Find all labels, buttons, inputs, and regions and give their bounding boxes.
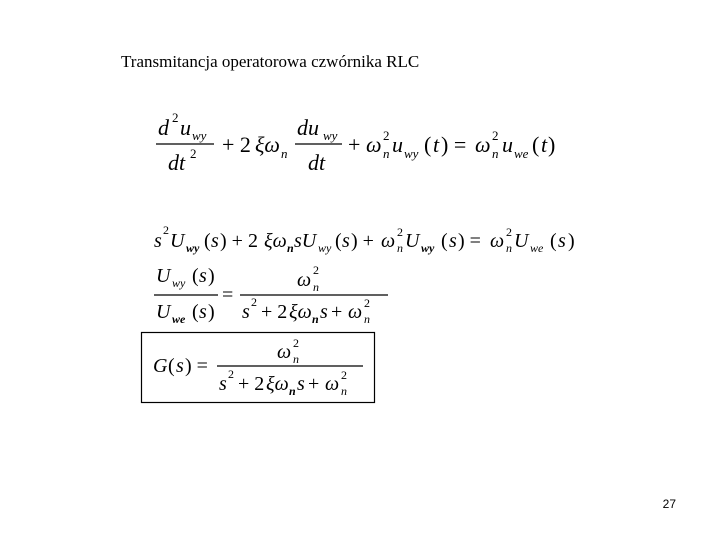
svg-text:s: s <box>199 265 207 287</box>
svg-text:ξω: ξω <box>289 301 312 323</box>
svg-text:(: ( <box>424 132 432 157</box>
svg-text:(: ( <box>550 230 557 252</box>
svg-text:+ 2: + 2 <box>222 132 251 157</box>
svg-text:n: n <box>492 146 499 161</box>
svg-text:2: 2 <box>251 295 257 309</box>
svg-text:U: U <box>514 230 529 252</box>
svg-text:s: s <box>219 373 227 395</box>
svg-text:+ 2: + 2 <box>238 373 265 395</box>
svg-text:) =: ) = <box>185 355 208 377</box>
svg-text:n: n <box>312 312 319 326</box>
svg-text:G: G <box>153 355 168 377</box>
svg-text:n: n <box>293 352 299 366</box>
svg-text:s: s <box>242 301 250 323</box>
svg-text:2: 2 <box>492 128 499 143</box>
svg-text:U: U <box>170 230 185 252</box>
svg-text:): ) <box>568 230 575 252</box>
svg-text:s: s <box>320 301 328 323</box>
svg-text:wy: wy <box>404 146 419 161</box>
differential-equation <box>152 108 572 178</box>
page-number: 27 <box>662 497 676 511</box>
svg-text:ξω: ξω <box>266 373 289 395</box>
svg-text:2: 2 <box>228 367 234 381</box>
svg-text:) +: ) + <box>351 230 374 252</box>
svg-text:ω: ω <box>325 373 340 395</box>
svg-text:s: s <box>211 230 219 252</box>
svg-text:n: n <box>287 241 294 255</box>
svg-text:2: 2 <box>293 336 299 350</box>
svg-text:d: d <box>158 115 169 140</box>
svg-text:wy: wy <box>323 128 338 143</box>
svg-text:s: s <box>154 230 162 252</box>
svg-text:s: s <box>449 230 457 252</box>
svg-text:n: n <box>289 384 296 398</box>
svg-text:U: U <box>156 265 171 287</box>
svg-text:u: u <box>392 132 403 157</box>
svg-text:ω: ω <box>297 269 312 291</box>
svg-text:+ 2: + 2 <box>261 301 288 323</box>
svg-text:2: 2 <box>172 110 179 125</box>
svg-text:n: n <box>281 146 288 161</box>
svg-text:=: = <box>222 284 234 306</box>
svg-text:2: 2 <box>163 223 169 237</box>
svg-text:n: n <box>364 312 370 326</box>
svg-text:U: U <box>405 230 420 252</box>
svg-text:ω: ω <box>348 301 363 323</box>
svg-text:dt: dt <box>168 150 186 175</box>
svg-text:): ) <box>548 132 556 157</box>
svg-text:wy: wy <box>192 128 207 143</box>
svg-text:s: s <box>199 301 207 323</box>
svg-text:ω: ω <box>366 132 382 157</box>
svg-text:): ) <box>208 265 215 287</box>
svg-text:) =: ) = <box>458 230 481 252</box>
svg-text:wy: wy <box>172 276 186 290</box>
svg-text:+: + <box>331 301 343 323</box>
svg-text:2: 2 <box>341 368 347 382</box>
svg-text:+: + <box>348 132 361 157</box>
svg-text:du: du <box>297 115 319 140</box>
transfer-function-box <box>141 332 377 404</box>
svg-text:) =: ) = <box>441 132 467 157</box>
svg-text:u: u <box>180 115 191 140</box>
svg-text:(: ( <box>335 230 342 252</box>
svg-text:u: u <box>502 132 513 157</box>
slide-title: Transmitancja operatorowa czwórnika RLC <box>121 52 420 71</box>
svg-text:s: s <box>558 230 566 252</box>
svg-text:wy: wy <box>186 241 200 255</box>
svg-text:we: we <box>530 241 544 255</box>
svg-text:2: 2 <box>397 225 403 239</box>
svg-text:n: n <box>506 241 512 255</box>
svg-text:2: 2 <box>190 146 197 161</box>
svg-text:ω: ω <box>475 132 491 157</box>
svg-text:(: ( <box>168 355 175 377</box>
svg-text:) + 2: ) + 2 <box>220 230 258 252</box>
svg-text:(: ( <box>204 230 211 252</box>
svg-text:ξω: ξω <box>255 132 280 157</box>
svg-text:n: n <box>383 146 390 161</box>
svg-text:2: 2 <box>364 296 370 310</box>
svg-text:we: we <box>172 312 186 326</box>
svg-text:dt: dt <box>308 150 326 175</box>
svg-text:s: s <box>297 373 305 395</box>
svg-text:(: ( <box>192 265 199 287</box>
svg-text:(: ( <box>532 132 540 157</box>
svg-text:n: n <box>341 384 347 398</box>
svg-text:(: ( <box>441 230 448 252</box>
svg-text:ω: ω <box>490 230 505 252</box>
svg-text:U: U <box>156 301 171 323</box>
svg-text:2: 2 <box>383 128 390 143</box>
svg-text:ξω: ξω <box>264 230 287 252</box>
svg-text:2: 2 <box>313 263 319 277</box>
svg-text:s: s <box>176 355 184 377</box>
svg-text:wy: wy <box>421 241 435 255</box>
laplace-equation <box>152 222 592 258</box>
svg-text:ω: ω <box>381 230 396 252</box>
svg-text:(: ( <box>192 301 199 323</box>
svg-text:t: t <box>541 132 548 157</box>
ratio-equation <box>152 262 402 328</box>
svg-text:n: n <box>397 241 403 255</box>
svg-text:): ) <box>208 301 215 323</box>
svg-text:we: we <box>514 146 529 161</box>
svg-text:+: + <box>308 373 320 395</box>
svg-text:s: s <box>342 230 350 252</box>
svg-text:wy: wy <box>318 241 332 255</box>
svg-text:t: t <box>433 132 440 157</box>
svg-text:sU: sU <box>294 230 317 252</box>
svg-text:n: n <box>313 280 319 294</box>
svg-text:2: 2 <box>506 225 512 239</box>
svg-text:ω: ω <box>277 341 292 363</box>
